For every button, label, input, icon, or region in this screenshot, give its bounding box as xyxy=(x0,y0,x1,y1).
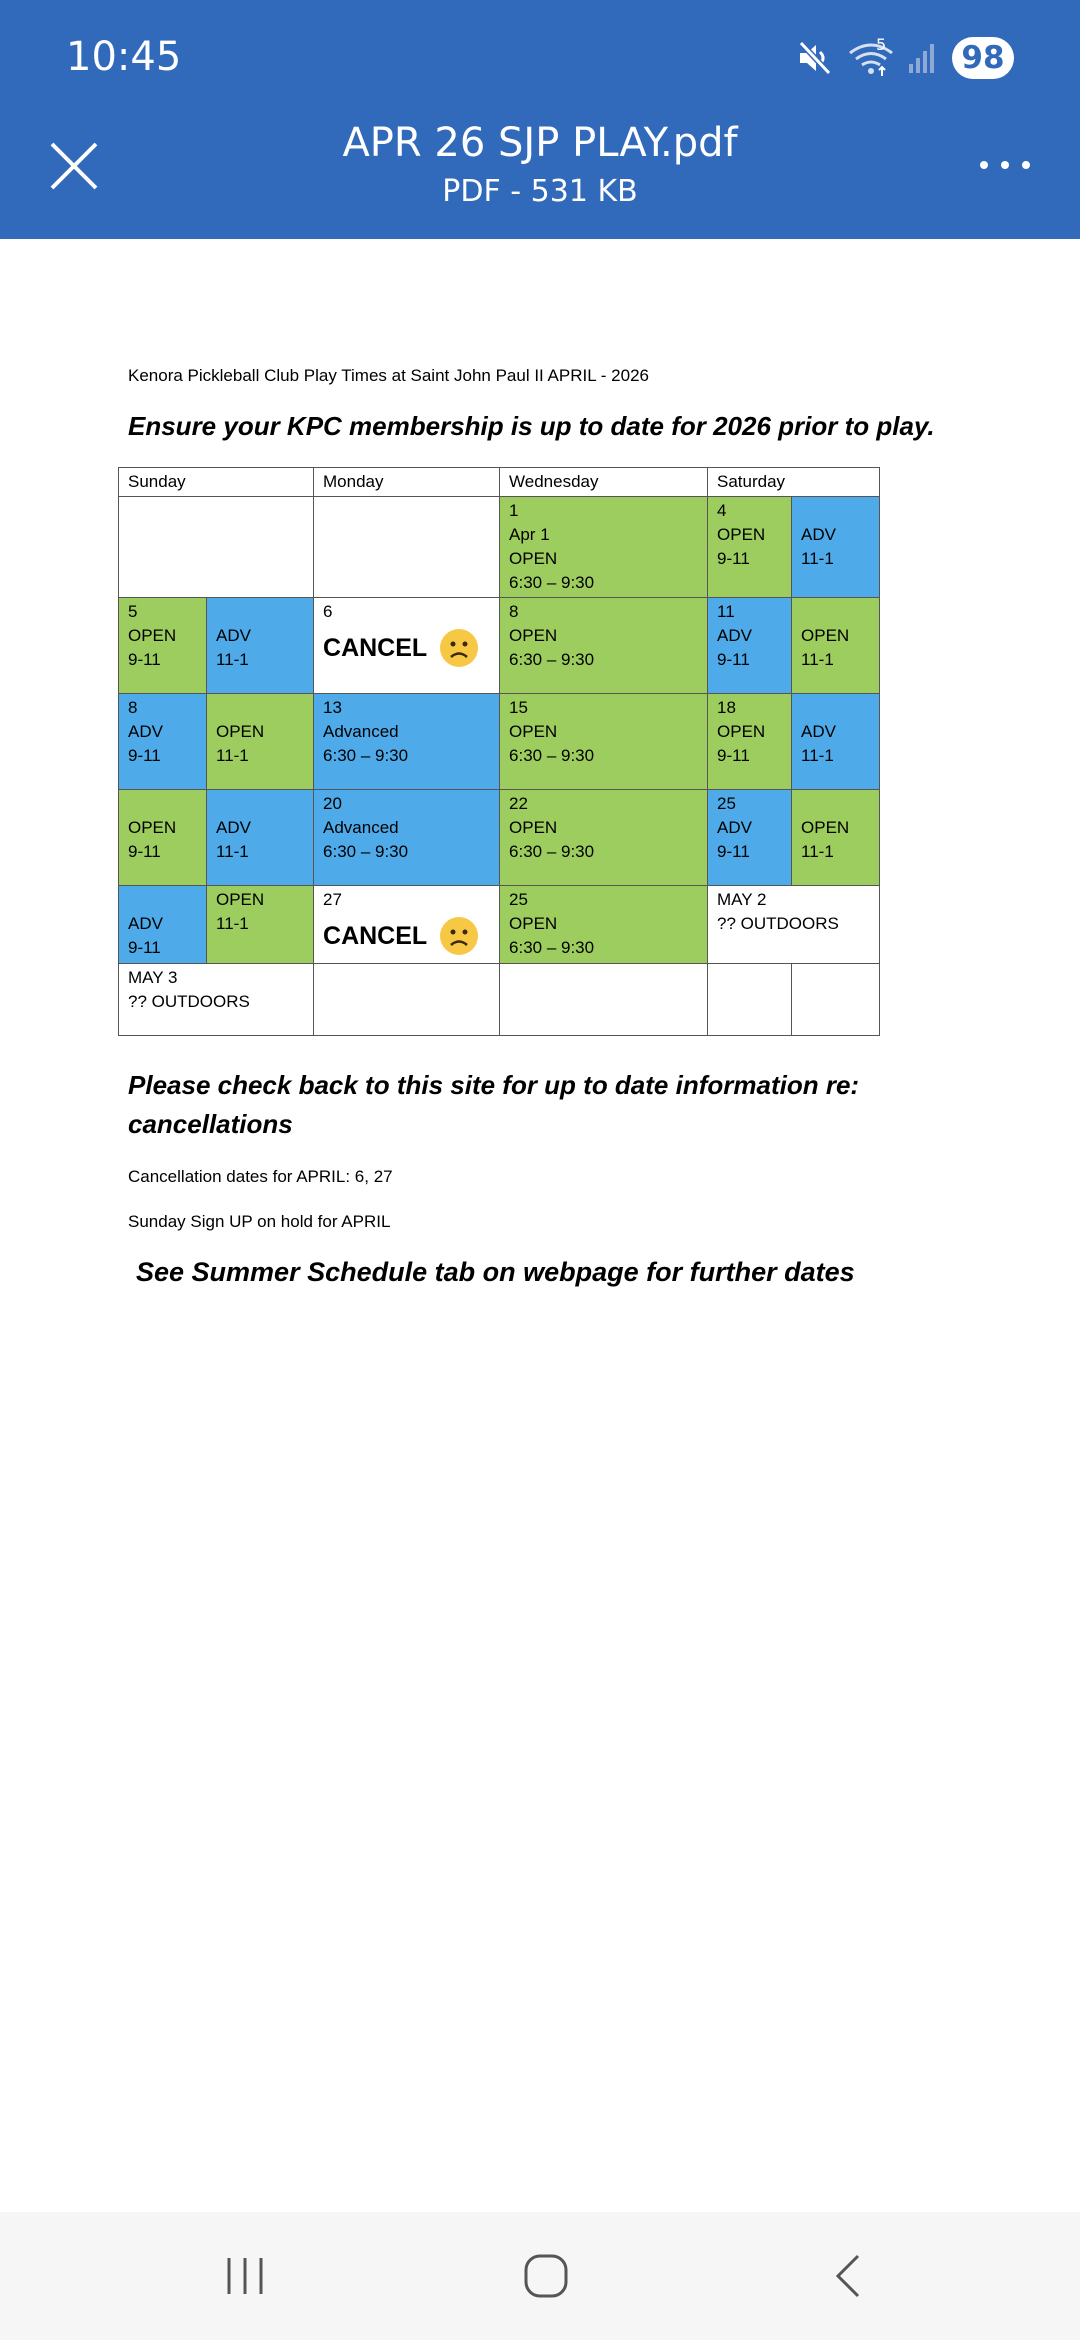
cell-text: ADV xyxy=(801,722,836,741)
navigation-bar xyxy=(0,2212,1080,2340)
cell-text: 27 xyxy=(323,890,342,909)
cell-text: 11 xyxy=(717,602,735,621)
recents-icon[interactable] xyxy=(205,2236,285,2316)
header-saturday: Saturday xyxy=(708,468,880,497)
cell-text: ADV xyxy=(128,914,163,933)
cell-text: 6:30 – 9:30 xyxy=(509,573,595,592)
cell-text: 9-11 xyxy=(128,650,161,669)
cell-text: 8 xyxy=(509,602,519,621)
battery-icon xyxy=(952,37,1014,79)
wifi-badge: 5 xyxy=(876,35,887,54)
cell-text: 9-11 xyxy=(717,650,750,669)
cell-text: OPEN xyxy=(509,722,558,741)
table-cell xyxy=(792,964,880,1036)
cancel-label: CANCEL xyxy=(323,922,428,950)
table-cell xyxy=(207,694,314,790)
cell-text: 6:30 – 9:30 xyxy=(509,746,595,765)
cell-text: 20 xyxy=(323,794,342,813)
membership-notice: Ensure your KPC membership is up to date for 2026 prior to play. xyxy=(128,411,935,441)
cell-text: MAY 2 xyxy=(717,890,767,909)
more-icon[interactable] xyxy=(980,150,1030,180)
cell-text: ?? OUTDOORS xyxy=(717,914,839,933)
table-cell xyxy=(500,886,708,964)
cell-text: 11-1 xyxy=(801,746,834,765)
signup-note: Sunday Sign UP on hold for APRIL xyxy=(128,1212,391,1231)
cell-text: OPEN xyxy=(801,626,850,645)
table-cell xyxy=(314,790,500,886)
cell-text: 9-11 xyxy=(717,549,750,568)
back-icon[interactable] xyxy=(808,2236,888,2316)
cell-text: 11-1 xyxy=(216,914,249,933)
cell-text: 11-1 xyxy=(801,549,834,568)
status-time: 10:45 xyxy=(66,34,182,80)
table-cell xyxy=(792,694,880,790)
cell-text: ADV xyxy=(801,525,836,544)
table-cell xyxy=(792,598,880,694)
table-cell xyxy=(708,886,880,964)
table-row xyxy=(119,694,880,790)
table-row xyxy=(119,964,880,1036)
cell-text: OPEN xyxy=(509,626,558,645)
cell-text: OPEN xyxy=(801,818,850,837)
cell-text: 4 xyxy=(717,501,727,520)
header-sunday: Sunday xyxy=(119,468,314,497)
status-icons xyxy=(796,34,1014,82)
table-cell xyxy=(708,497,792,598)
document-info: PDF - 531 KB xyxy=(442,174,638,209)
table-cell xyxy=(119,964,314,1036)
cell-text: 9-11 xyxy=(717,746,750,765)
table-cell xyxy=(792,790,880,886)
cell-text: 6:30 – 9:30 xyxy=(509,938,595,957)
header-wednesday: Wednesday xyxy=(500,468,708,497)
cell-text: 11-1 xyxy=(216,842,249,861)
document-heading: Kenora Pickleball Club Play Times at Saint John Paul II APRIL - 2026 xyxy=(128,366,649,385)
cell-text: 11-1 xyxy=(216,650,249,669)
table-cell xyxy=(708,598,792,694)
cell-text: 9-11 xyxy=(128,746,161,765)
cell-text: 25 xyxy=(717,794,736,813)
cell-text: OPEN xyxy=(509,818,558,837)
cell-text: Advanced xyxy=(323,722,399,741)
table-cell xyxy=(207,598,314,694)
cell-text: 6 xyxy=(323,602,333,621)
cell-text: ?? OUTDOORS xyxy=(128,992,250,1011)
cell-text: OPEN xyxy=(216,890,265,909)
table-row xyxy=(119,598,880,694)
table-cell xyxy=(207,886,314,964)
cell-text: 15 xyxy=(509,698,528,717)
battery-level: 98 xyxy=(961,40,1005,76)
cell-text: OPEN xyxy=(216,722,265,741)
table-cell xyxy=(119,694,207,790)
cell-text: OPEN xyxy=(717,722,766,741)
mute-icon xyxy=(796,39,834,77)
header-monday: Monday xyxy=(314,468,500,497)
table-cell xyxy=(708,790,792,886)
cell-text: OPEN xyxy=(128,818,177,837)
cell-text: 5 xyxy=(128,602,138,621)
cell-text: ADV xyxy=(216,626,251,645)
sad-face-icon xyxy=(439,916,479,956)
table-cell xyxy=(314,964,500,1036)
cell-text: Advanced xyxy=(323,818,399,837)
table-cell xyxy=(500,497,708,598)
document-title: APR 26 SJP PLAY.pdf xyxy=(342,120,738,166)
cell-text: 6:30 – 9:30 xyxy=(509,842,595,861)
table-cell xyxy=(708,694,792,790)
cancel-label: CANCEL xyxy=(323,634,428,662)
cell-text: ADV xyxy=(128,722,163,741)
cell-text: ADV xyxy=(216,818,251,837)
cell-text: 13 xyxy=(323,698,342,717)
cell-text: 25 xyxy=(509,890,528,909)
home-icon[interactable] xyxy=(506,2236,586,2316)
cell-text: Apr 1 xyxy=(509,525,550,544)
cell-text: 6:30 – 9:30 xyxy=(323,746,409,765)
table-cell xyxy=(314,497,500,598)
cell-text: 9-11 xyxy=(128,938,161,957)
table-cell xyxy=(207,790,314,886)
table-cell xyxy=(500,694,708,790)
table-cell xyxy=(500,598,708,694)
table-cell xyxy=(119,790,207,886)
app-header xyxy=(0,0,1080,239)
cell-text: 11-1 xyxy=(801,650,834,669)
cell-text: 11-1 xyxy=(801,842,834,861)
table-cell xyxy=(119,598,207,694)
cell-text: OPEN xyxy=(509,549,558,568)
cell-text: 6:30 – 9:30 xyxy=(323,842,409,861)
cell-text: 6:30 – 9:30 xyxy=(509,650,595,669)
cancellation-dates: Cancellation dates for APRIL: 6, 27 xyxy=(128,1167,393,1186)
cell-text: 18 xyxy=(717,698,736,717)
table-cell xyxy=(314,886,500,964)
cell-text: 11-1 xyxy=(216,746,249,765)
summer-schedule-note: See Summer Schedule tab on webpage for further dates xyxy=(136,1257,855,1287)
signal-icon xyxy=(908,42,938,74)
cell-text: MAY 3 xyxy=(128,968,178,987)
cell-text: 22 xyxy=(509,794,528,813)
table-row xyxy=(119,886,880,964)
table-cell xyxy=(708,964,792,1036)
check-back-note: Please check back to this site for up to date information re: cancellations xyxy=(128,1070,860,1139)
schedule-table xyxy=(118,467,880,1036)
cell-text: OPEN xyxy=(509,914,558,933)
cell-text: 9-11 xyxy=(717,842,750,861)
table-header-row xyxy=(119,468,880,497)
table-row xyxy=(119,497,880,598)
table-cell xyxy=(119,886,207,964)
cell-text: ADV xyxy=(717,626,752,645)
sad-face-icon xyxy=(439,628,479,668)
cell-text: 9-11 xyxy=(128,842,161,861)
table-cell xyxy=(500,790,708,886)
cell-text: OPEN xyxy=(717,525,766,544)
wifi-icon xyxy=(848,35,894,77)
cell-text: ADV xyxy=(717,818,752,837)
cell-text: 8 xyxy=(128,698,138,717)
table-cell xyxy=(500,964,708,1036)
cell-text: OPEN xyxy=(128,626,177,645)
table-cell xyxy=(314,598,500,694)
table-cell xyxy=(314,694,500,790)
table-cell xyxy=(119,497,314,598)
table-row xyxy=(119,790,880,886)
table-cell xyxy=(792,497,880,598)
cell-text: 1 xyxy=(509,501,519,520)
